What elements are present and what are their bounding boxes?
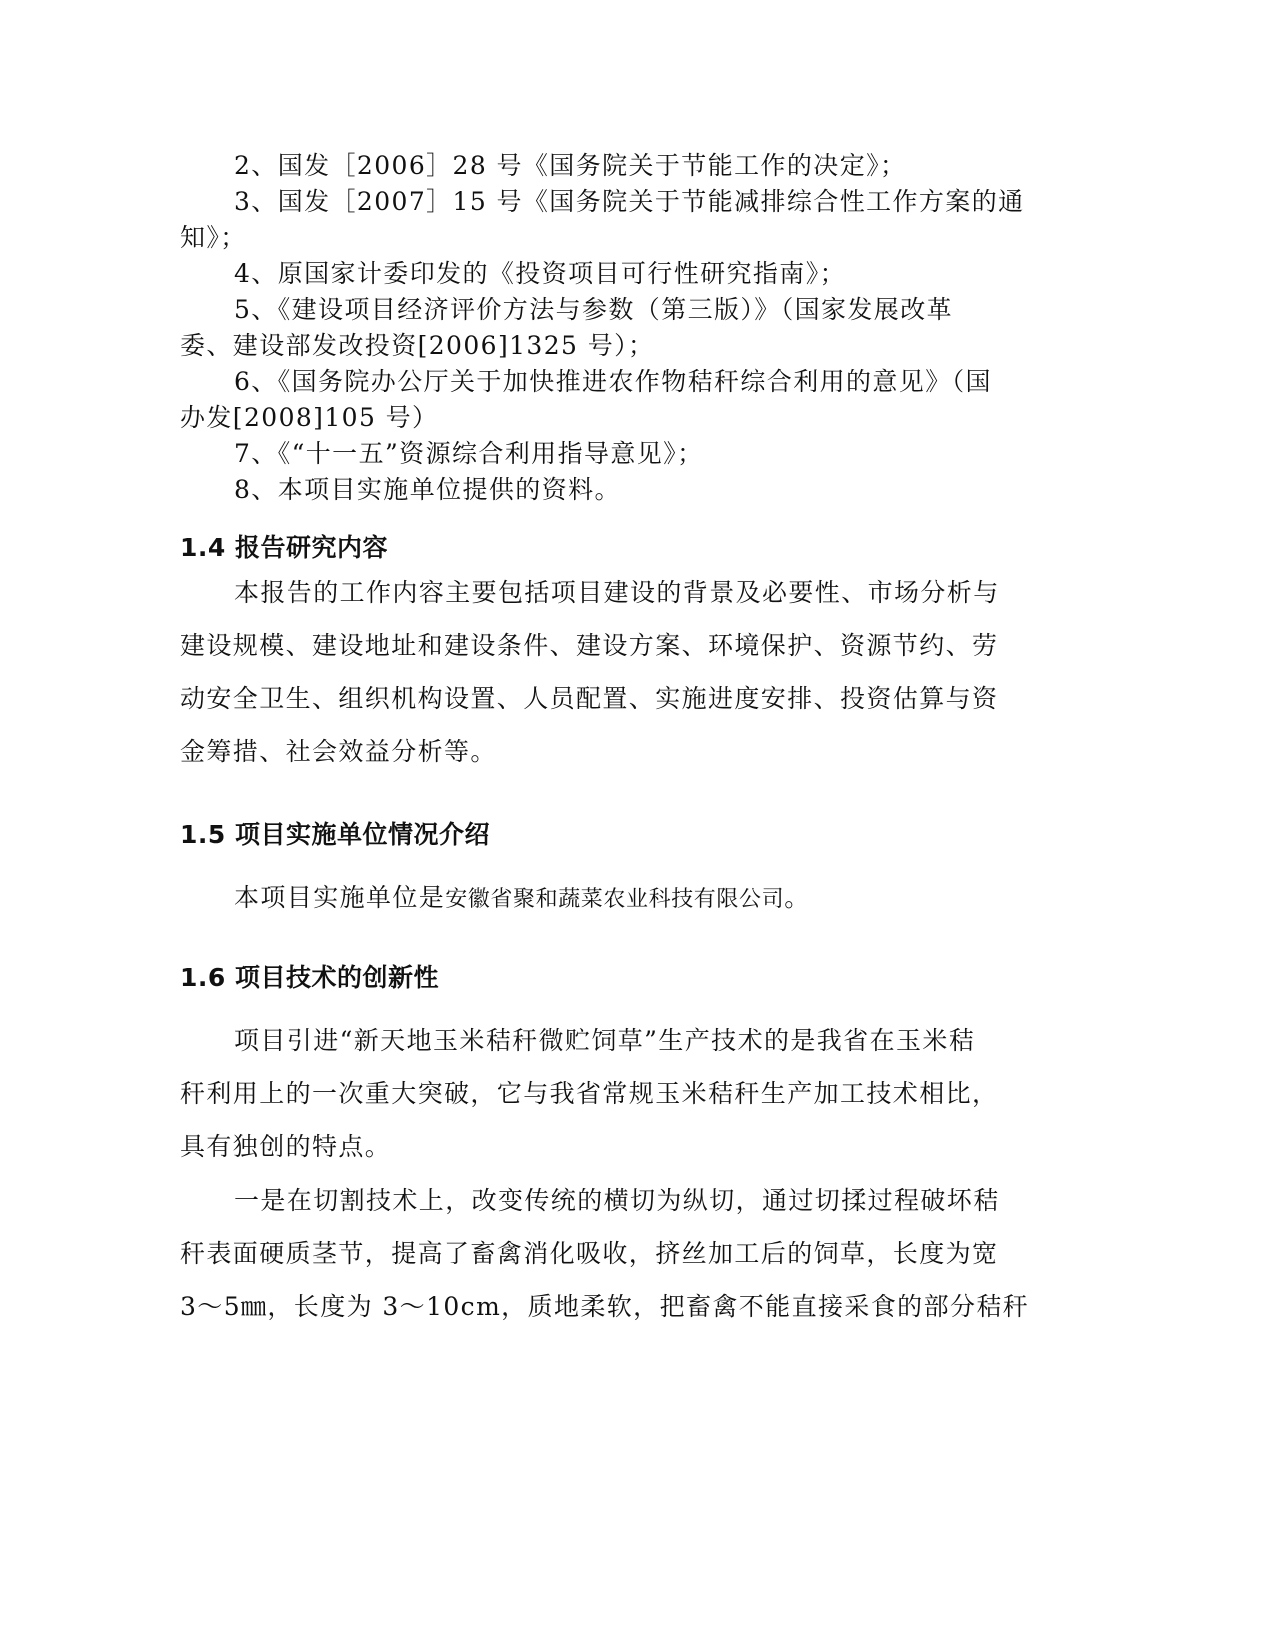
reference-item: 2、国发［2006］28 号《国务院关于节能工作的决定》； [234,151,907,180]
paragraph-line: 3～5㎜，长度为 3～10cm，质地柔软，把畜禽不能直接采食的部分秸秆 [180,1292,1030,1321]
company-name: 安徽省聚和蔬菜农业科技有限公司 [445,887,785,912]
section-1-6-paragraph-1 [180,1014,1060,1173]
intro-text: 本项目实施单位是 [234,883,446,912]
reference-item-continuation: 知》； [180,223,247,252]
paragraph-line: 具有独创的特点。 [180,1132,392,1161]
reference-item: 4、原国家计委印发的《投资项目可行性研究指南》； [234,259,847,288]
reference-item: 6、《国务院办公厅关于加快推进农作物秸秆综合利用的意见》（国 [234,367,992,396]
paragraph-line: 秆利用上的一次重大突破，它与我省常规玉米秸秆生产加工技术相比， [180,1079,999,1108]
paragraph-line: 秆表面硬质茎节，提高了畜禽消化吸收，挤丝加工后的饲草，长度为宽 [180,1239,999,1268]
reference-list [180,148,1060,508]
section-heading-1-5: 1.5 项目实施单位情况介绍 [180,820,490,849]
section-1-4-paragraph [180,566,1060,778]
paragraph-line: 动安全卫生、组织机构设置、人员配置、实施进度安排、投资估算与资 [180,684,999,713]
section-heading-1-6: 1.6 项目技术的创新性 [180,963,439,992]
reference-item: 7、《“十一五”资源综合利用指导意见》； [234,439,704,468]
section-heading-1-4: 1.4 报告研究内容 [180,533,388,562]
paragraph-line: 本报告的工作内容主要包括项目建设的背景及必要性、市场分析与 [234,578,1000,607]
section-1-5-paragraph [180,871,1060,924]
paragraph-line: 项目引进“新天地玉米秸秆微贮饲草”生产技术的是我省在玉米秸 [234,1026,976,1055]
paragraph-line: 金筹措、社会效益分析等。 [180,737,497,766]
reference-item: 3、国发［2007］15 号《国务院关于节能减排综合性工作方案的通 [234,187,1025,216]
paragraph-line: 一是在切割技术上，改变传统的横切为纵切，通过切揉过程破坏秸 [234,1186,1000,1215]
sentence-end: 。 [784,883,811,912]
reference-item: 5、《建设项目经济评价方法与参数（第三版）》（国家发展改革 [234,295,954,324]
paragraph-line [180,871,1060,924]
reference-item-continuation: 委、建设部发改投资[2006]1325 号）； [180,331,655,360]
reference-item: 8、本项目实施单位提供的资料。 [234,475,621,504]
section-1-6-paragraph-2 [180,1174,1060,1333]
paragraph-line: 建设规模、建设地址和建设条件、建设方案、环境保护、资源节约、劳 [180,631,999,660]
reference-item-continuation: 办发[2008]105 号） [180,403,439,432]
